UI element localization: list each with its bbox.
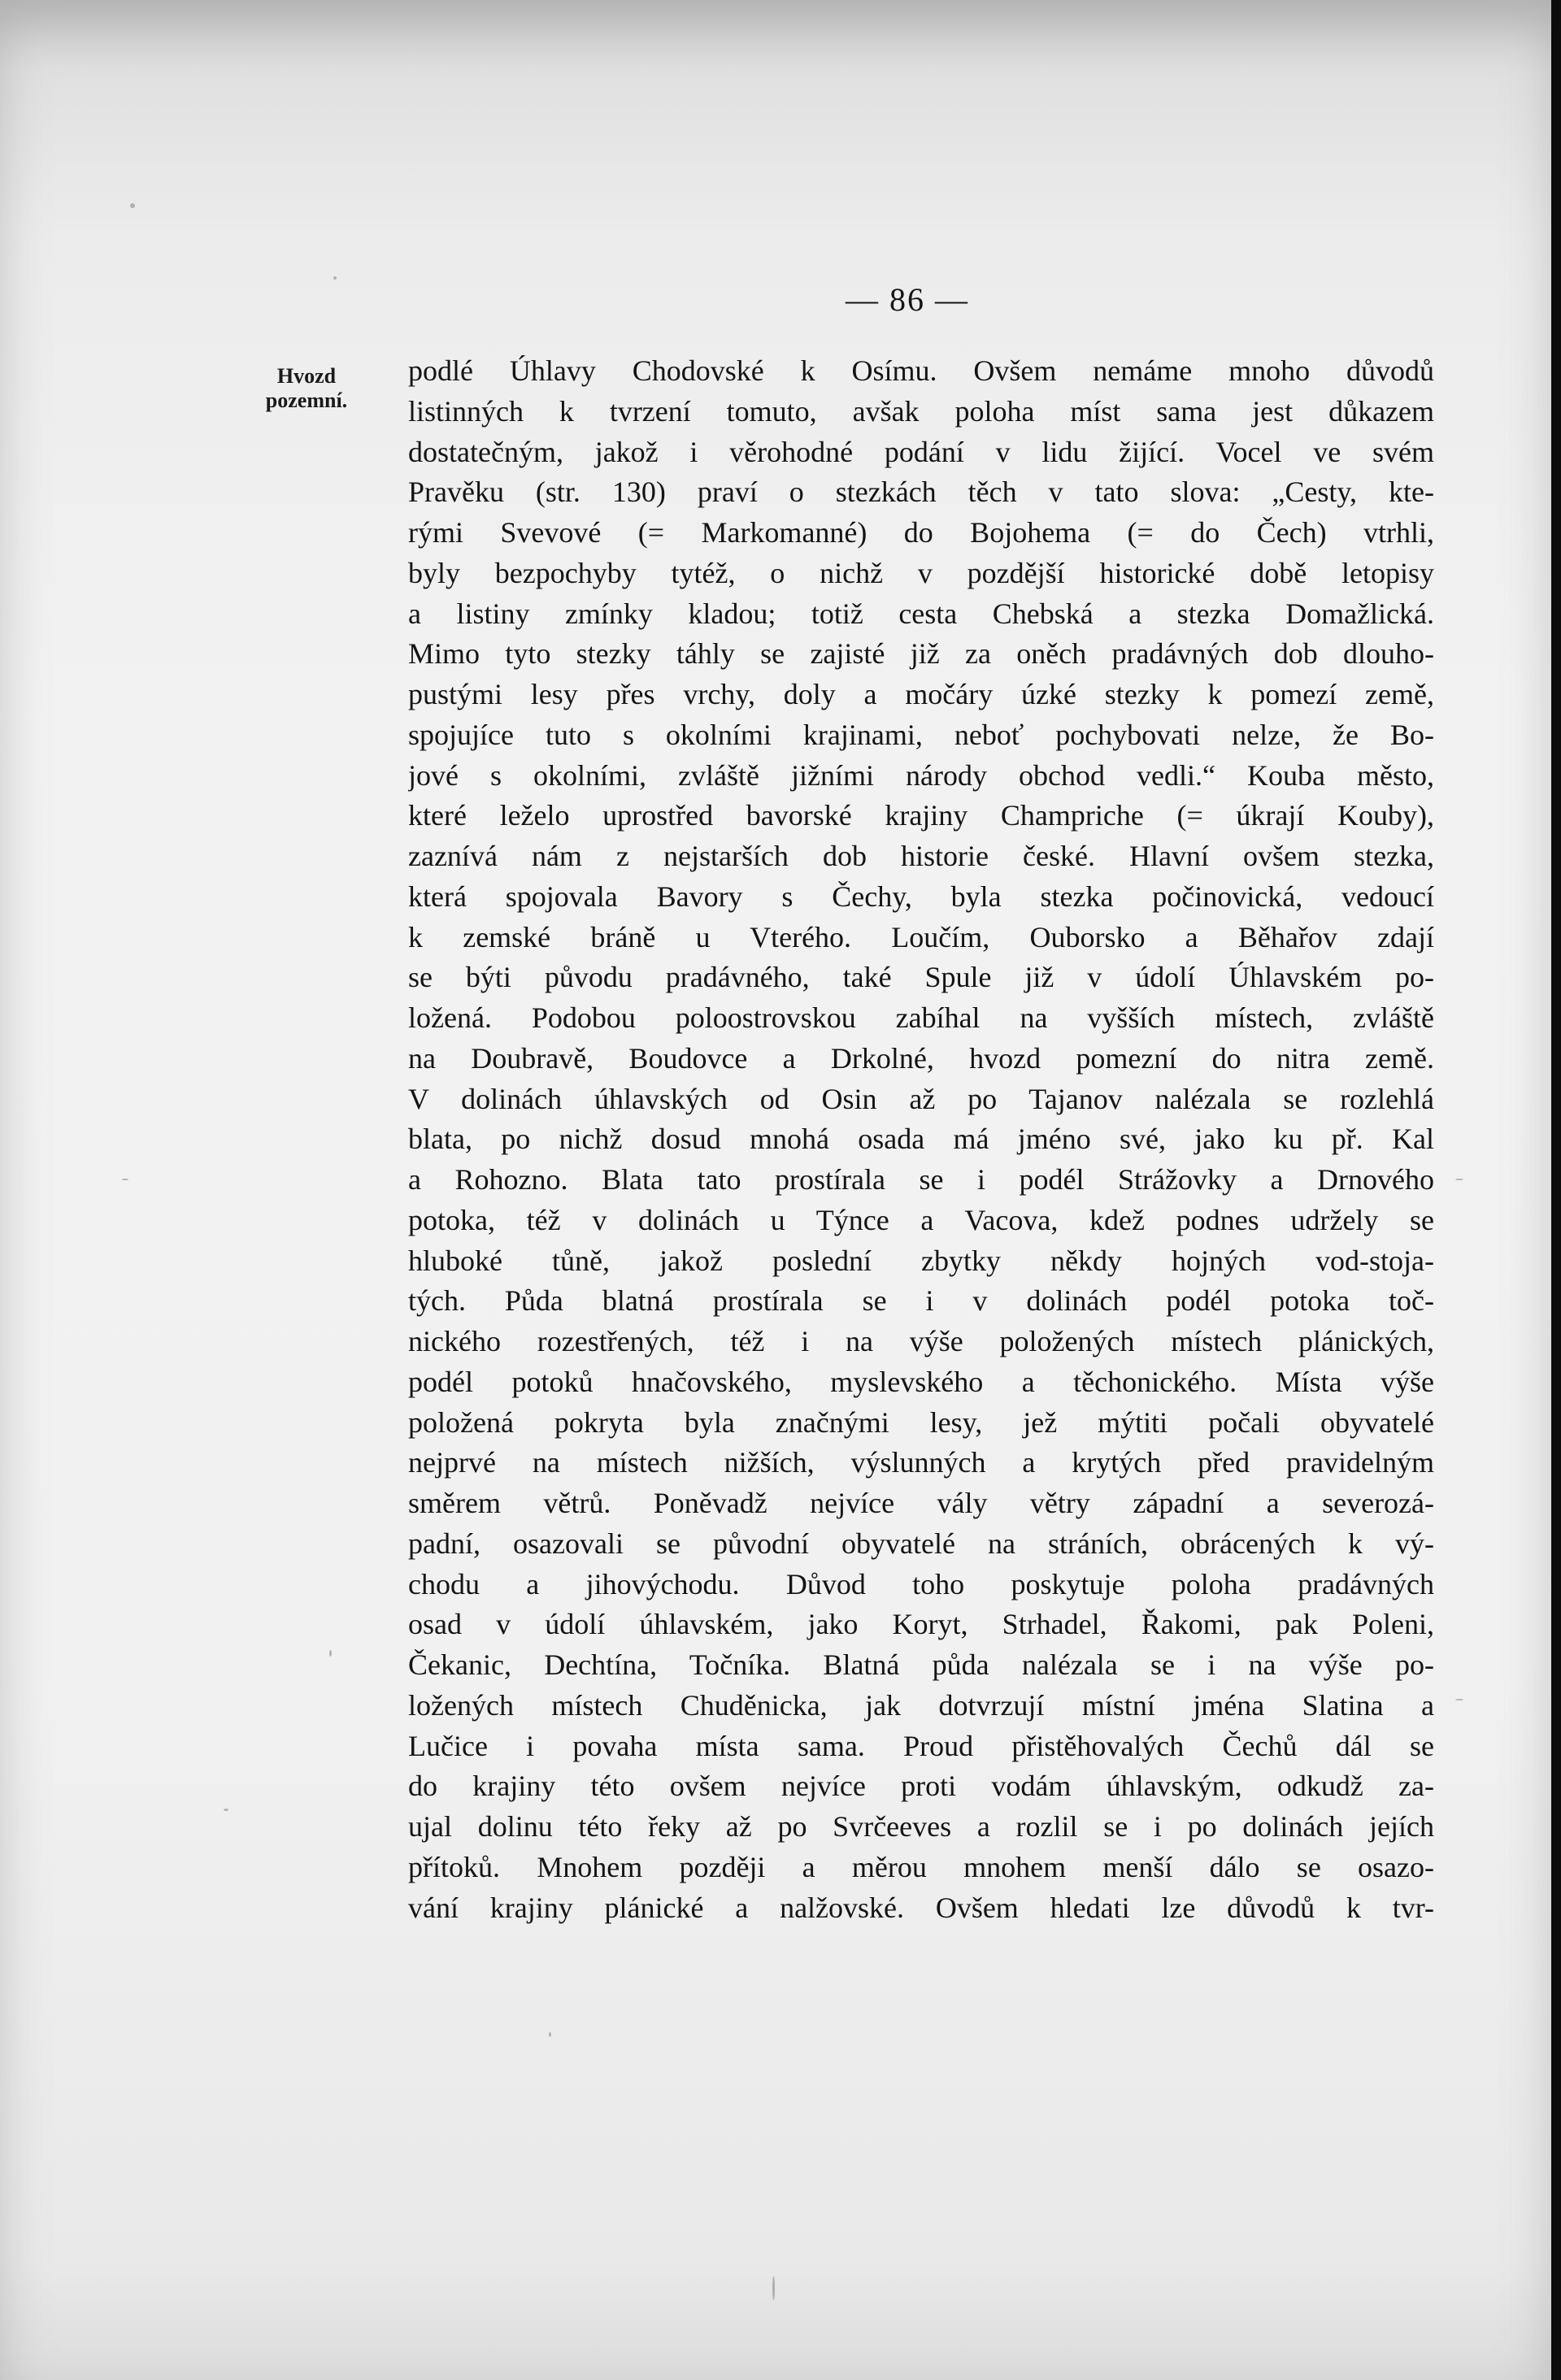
text-line: přítoků. Mnohem později a měrou mnohem menší dálo se osazo-: [408, 1850, 1434, 1883]
text-line: Pravěku (str. 130) praví o stezkách těch v tato slova: „Cesty, kte-: [408, 476, 1434, 509]
text-line: a Rohozno. Blata tato prostírala se i podél Strážovky a Drnového: [408, 1163, 1434, 1196]
text-line: byly bezpochyby tytéž, o nichž v pozdější historické době letopisy: [408, 556, 1434, 589]
text-line: rými Svevové (= Markomanné) do Bojohema (= do Čech) vtrhli,: [408, 516, 1434, 549]
text-line: listinných k tvrzení tomuto, avšak poloha míst sama jest důkazem: [408, 394, 1434, 428]
text-line: směrem větrů. Poněvadž nejvíce vály větry západní a severozá-: [408, 1487, 1434, 1519]
marginal-note-line: Hvozd: [276, 364, 337, 388]
text-line: na Doubravě, Boudovce a Drkolné, hvozd pomezní do nitra země.: [408, 1041, 1434, 1075]
marginal-note-line: pozemní.: [265, 389, 348, 412]
text-line: a listiny zmínky kladou; totiž cesta Chebská a stezka Domažlická.: [408, 597, 1434, 630]
text-line: k zemské bráně u Vterého. Loučím, Ouborsko a Běhařov zdají: [408, 920, 1434, 953]
text-line: potoka, též v dolinách u Týnce a Vacova, kdež podnes udržely se: [408, 1203, 1434, 1236]
text-line: dostatečným, jakož i věrohodné podání v lidu žijící. Vocel ve svém: [408, 435, 1434, 468]
text-line: Lučice i povaha místa sama. Proud přistěhovalých Čechů dál se: [408, 1729, 1434, 1762]
text-line: tých. Půda blatná prostírala se i v dolinách podél potoka toč-: [408, 1284, 1434, 1318]
text-line: do krajiny této ovšem nejvíce proti vodám úhlavským, odkudž za-: [408, 1770, 1434, 1803]
text-line: Čekanic, Dechtína, Točníka. Blatná půda nalézala se i na výše po-: [408, 1648, 1434, 1681]
text-line: ložených místech Chuděnicka, jak dotvrzují místní jména Slatina a: [408, 1688, 1434, 1722]
text-line: nického rozestřených, též i na výše položených místech plánických,: [408, 1325, 1434, 1357]
text-line: ujal dolinu této řeky až po Svrčeeves a rozlil se i po dolinách jejích: [408, 1810, 1434, 1843]
text-line: osad v údolí úhlavském, jako Koryt, Strhadel, Řakomi, pak Poleni,: [408, 1608, 1434, 1641]
text-line: ložená. Podobou poloostrovskou zabíhal na vyšších místech, zvláště: [408, 1001, 1434, 1034]
text-line: chodu a jihovýchodu. Důvod toho poskytuje poloha pradávných: [408, 1567, 1434, 1600]
text-line: hluboké tůně, jakož poslední zbytky někdy hojných vod-stoja-: [408, 1244, 1434, 1277]
text-line: která spojovala Bavory s Čechy, byla stezka počinovická, vedoucí: [408, 879, 1434, 913]
text-line: podlé Úhlavy Chodovské k Osímu. Ovšem nemáme mnoho důvodů: [408, 354, 1434, 387]
text-line: vání krajiny plánické a nalžovské. Ovšem hledati lze důvodů k tvr-: [408, 1891, 1434, 1924]
page-number: — 86 —: [846, 281, 969, 318]
scan-border: [1551, 0, 1561, 2380]
text-line: V dolinách úhlavských od Osin až po Tajanov nalézala se rozlehlá: [408, 1082, 1434, 1115]
text-line: padní, osazovali se původní obyvatelé na stráních, obrácených k vý-: [408, 1527, 1434, 1560]
text-line: spojujíce tuto s okolními krajinami, neboť pochybovati nelze, že Bo-: [408, 718, 1434, 751]
text-line: Mimo tyto stezky táhly se zajisté již za oněch pradávných dob dlouho-: [408, 637, 1434, 671]
text-line: které leželo uprostřed bavorské krajiny Champriche (= úkrají Kouby),: [408, 799, 1434, 832]
text-line: nejprvé na místech nižších, výslunných a krytých před pravidelným: [408, 1446, 1434, 1479]
text-line: se býti původu pradávného, také Spule již v údolí Úhlavském po-: [408, 961, 1434, 994]
text-line: blata, po nichž dosud mnohá osada má jméno své, jako ku př. Kal: [408, 1123, 1434, 1156]
text-line: jové s okolními, zvláště jižními národy obchod vedli.“ Kouba město,: [408, 758, 1434, 792]
text-line: položená pokryta byla značnými lesy, jež mýtiti počali obyvatelé: [408, 1405, 1434, 1439]
text-line: zaznívá nám z nejstarších dob historie české. Hlavní ovšem stezka,: [408, 840, 1434, 872]
text-line: podél potoků hnačovského, myslevského a těchonického. Místa výše: [408, 1365, 1434, 1398]
text-line: pustými lesy přes vrchy, doly a močáry úzké stezky k pomezí země,: [408, 678, 1434, 710]
body-text: [408, 351, 1434, 1928]
marginal-note: [237, 364, 376, 413]
